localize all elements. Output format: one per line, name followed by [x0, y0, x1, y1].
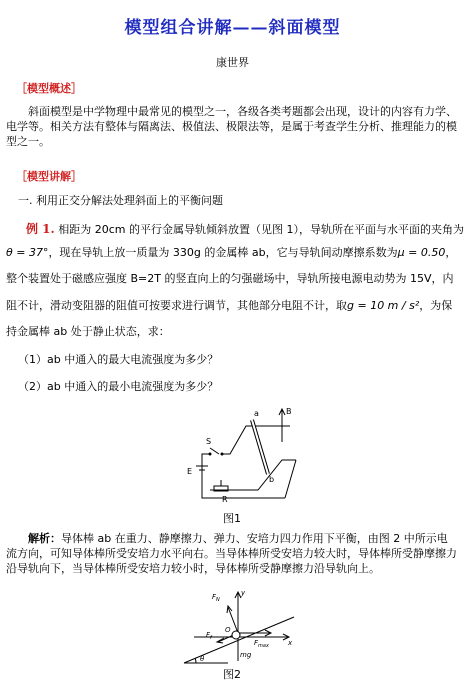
overview-heading: ［模型概述］ [16, 82, 82, 95]
label-O: O [225, 626, 231, 634]
example-line-3: 整个装置处于磁感应强度 B=2T 的竖直向上的匀强磁场中，导轨所接电源电动势为 15V，内 [6, 272, 454, 285]
label-theta: θ [200, 655, 205, 663]
section-subheading: 一. 利用正交分解法处理斜面上的平衡问题 [18, 194, 223, 207]
label-y: y [241, 589, 246, 597]
example-text-4a: 阻不计，滑动变阻器的阻值可按要求进行调节，其他部分电阻不计，取 [6, 299, 347, 312]
label-a: a [254, 409, 259, 418]
example-text-2: ，现在导轨上放一质量为 330g 的金属棒 ab，它与导轨间动摩擦系数为 [48, 246, 398, 259]
label-E: E [187, 467, 193, 476]
example-text-1: 相距为 20cm 的平行金属导轨倾斜放置（见图 1），导轨所在平面与水平面的夹角为 [58, 223, 464, 236]
figure-1-circuit [170, 402, 310, 508]
label-x: x [288, 639, 293, 647]
figure-1-caption: 图1 [223, 512, 241, 525]
comma: ， [445, 246, 457, 259]
question-1: （1）ab 中通入的最大电流强度为多少？ [18, 353, 219, 366]
analysis-text: 导体棒 ab 在重力、静摩擦力、弹力、安培力四力作用下平衡，由图 2 中所示电流方向，可知导体棒所受安培力水平向右。当导体棒所受安培力较大时，导体棒所受静摩擦力沿导轨向下，当导体棒所受安培力较小时，导体棒所受静摩擦力沿导轨向上。 [6, 532, 457, 575]
label-FN: $F_N$ [212, 593, 220, 603]
analysis-paragraph [6, 531, 458, 576]
figure-2-force-diagram [178, 585, 298, 665]
example-text-4c: ，为保 [419, 299, 453, 312]
theta-formula: θ = 37° [6, 246, 49, 259]
author: 康世界 [216, 56, 249, 69]
analysis-label: 解析： [28, 532, 61, 545]
mu-formula: μ = 0.50 [397, 246, 446, 259]
label-Ff: $F_f$ [206, 631, 212, 641]
conductor-cross-section [232, 631, 240, 639]
example-line-1 [26, 220, 464, 237]
explain-heading: ［模型讲解］ [16, 170, 82, 183]
label-S: S [206, 437, 212, 446]
label-b: b [269, 475, 275, 484]
switch-s [210, 448, 219, 454]
label-R: R [222, 495, 228, 504]
label-mg: mg [240, 651, 252, 659]
question-2: （2）ab 中通入的最小电流强度为多少？ [18, 380, 219, 393]
example-line-4 [6, 297, 452, 313]
figure-2-caption: 图2 [223, 668, 241, 681]
page-title: 模型组合讲解——斜面模型 [124, 18, 341, 38]
overview-text: 斜面模型是中学物理中最常见的模型之一，各级各类考题都会出现，设计的内容有力学、电学等。相关方法有整体与隔离法、极值法、极限法等，是属于考查学生分析、推理能力的模型之一。 [6, 105, 457, 148]
example-line-2 [6, 244, 456, 260]
example-label: 例 1. [26, 222, 55, 236]
g-formula: g = 10 m / s² [347, 299, 420, 312]
example-line-5: 持金属棒 ab 处于静止状态，求： [6, 325, 170, 338]
label-Fmax: $F_{max}$ [254, 639, 269, 649]
label-B: B [286, 407, 292, 416]
